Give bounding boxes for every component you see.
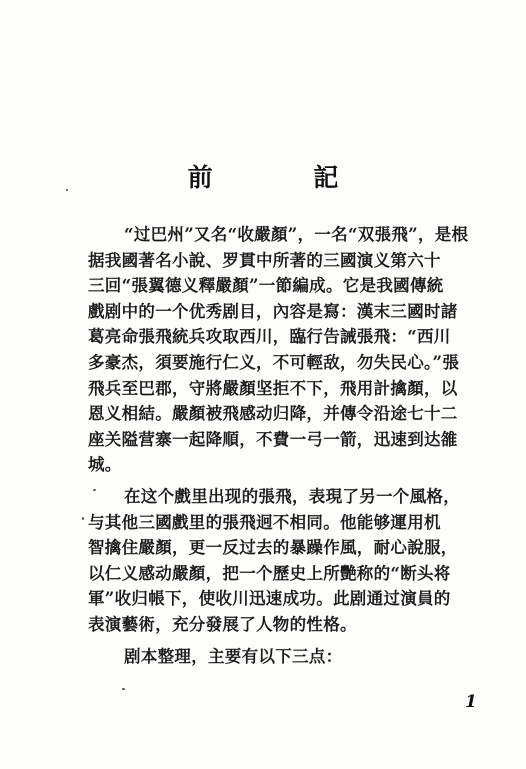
text-line: 剧本整理，主要有以下三点：	[124, 646, 343, 666]
body-text	[88, 222, 498, 669]
text-line: 軍”收归帳下，使收川迅速成功。此剧通过演員的	[88, 589, 451, 609]
scan-speck	[122, 688, 125, 690]
scan-speck	[82, 517, 84, 520]
text-line: 恩义相結。嚴顏被飛感动归降，并傳令沿途七十二	[88, 404, 458, 424]
text-line: 据我國著名小說、罗貫中所著的三國演义第六十	[88, 250, 441, 270]
text-line: 座关隘营寨一起降順，不費一弓一箭，迅速到达雒	[88, 429, 458, 449]
text-line: “过巴州”又名“收嚴顏”，一名“双張飛”，是根	[124, 225, 469, 244]
text-line: 城。	[88, 455, 122, 475]
scan-speck	[66, 189, 68, 191]
text-line: 以仁义感动嚴顏，把一个歷史上所艷称的“断头将	[88, 563, 451, 583]
text-line: 三回“張翼德义釋嚴顏”一節編成。它是我國傳統	[88, 276, 444, 296]
page-number: 1	[465, 692, 477, 712]
text-line: 智擒住嚴顏，更一反过去的暴躁作風，耐心說服，	[88, 538, 458, 558]
text-line: 与其他三國戲里的張飛迥不相同。他能够運用机	[88, 512, 441, 532]
text-line: 在这个戲里出现的張飛，表現了另一个風格，	[124, 486, 460, 506]
scan-speck	[93, 489, 96, 491]
text-line: 表演藝術，充分發展了人物的性格。	[88, 614, 357, 634]
page-title: 前 記	[187, 163, 385, 192]
text-line: 多豪杰，須要施行仁义，不可輕敌，勿失民心。”張	[88, 352, 460, 372]
text-line: 飛兵至巴郡，守將嚴顏坚拒不下，飛用計擒顏，以	[88, 378, 458, 398]
text-line: 戲剧中的一个优秀剧目，內容是寫：漢末三國时諸	[88, 301, 458, 321]
text-line: 葛亮命張飛統兵攻取西川，臨行告誡張飛：“西川	[88, 327, 451, 347]
